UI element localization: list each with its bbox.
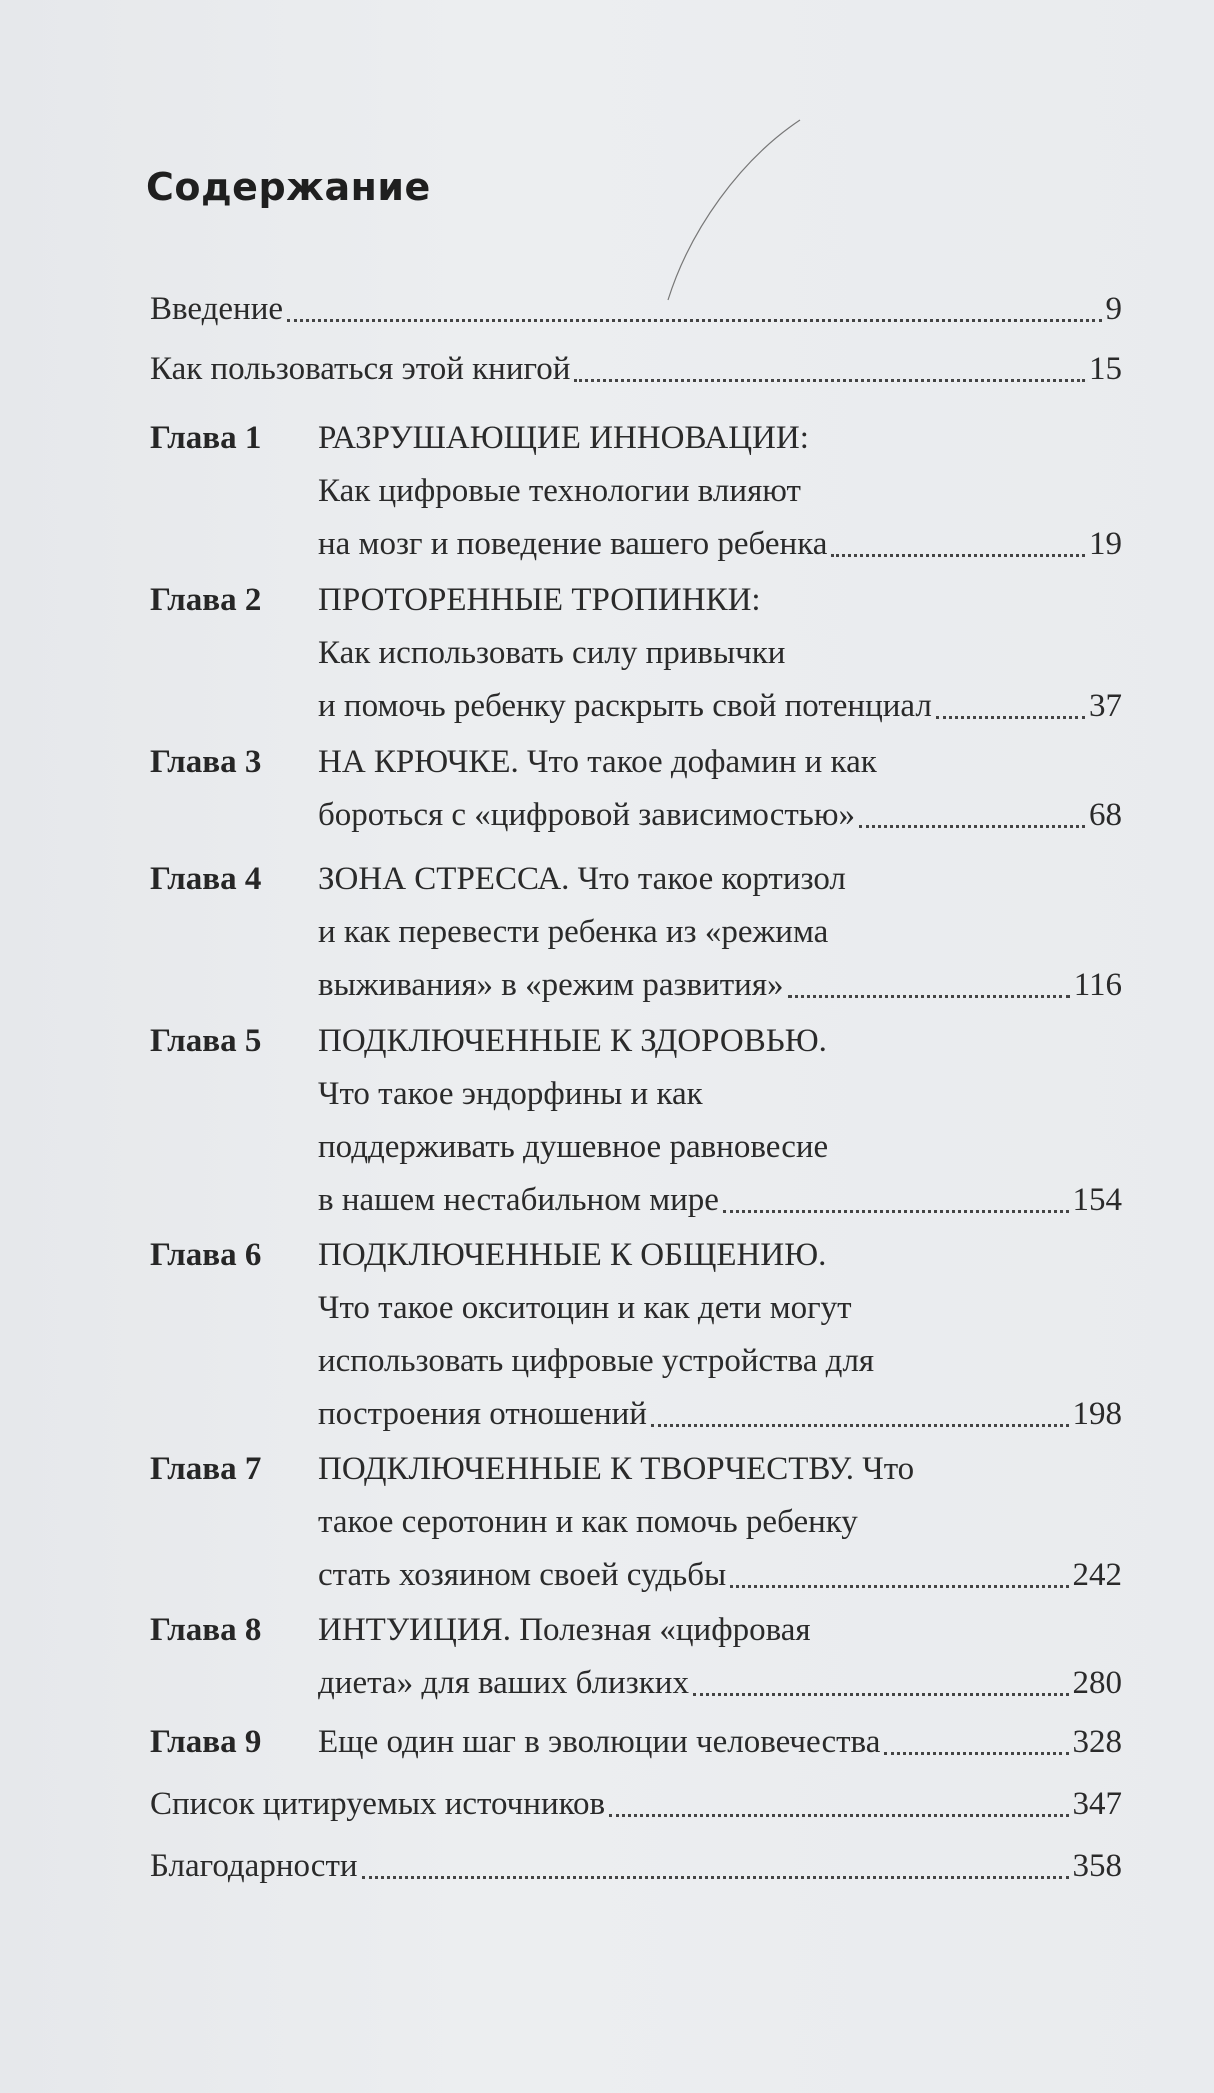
entry-title-line: НА КРЮЧКЕ. Что такое дофамин и как — [318, 744, 877, 780]
entry-title-line: и помочь ребенку раскрыть свой потенциал — [318, 688, 932, 724]
dot-leader — [362, 1875, 1069, 1879]
entry-title-line: ИНТУИЦИЯ. Полезная «цифровая — [318, 1612, 811, 1648]
toc-entry — [150, 1015, 1122, 1218]
entry-title-line: ПОДКЛЮЧЕННЫЕ К ЗДОРОВЬЮ. — [318, 1023, 827, 1059]
chapter-label: Глава 4 — [150, 861, 262, 897]
toc-entry — [150, 1716, 1122, 1769]
page-number: 242 — [1072, 1557, 1122, 1593]
entry-title-line: Как цифровые технологии влияют — [318, 473, 801, 509]
chapter-label: Глава 3 — [150, 744, 262, 780]
dot-leader — [723, 1209, 1069, 1213]
entry-title-line: диета» для ваших близких — [318, 1665, 689, 1701]
entry-title-line: бороться с «цифровой зависимостью» — [318, 797, 855, 833]
entry-title-line: Что такое окситоцин и как дети могут — [318, 1290, 852, 1326]
toc-entry — [150, 853, 1122, 1003]
entry-title-line: Как использовать силу привычки — [318, 635, 786, 671]
entry-title-line: такое серотонин и как помочь ребенку — [318, 1504, 858, 1540]
entry-title-line: Еще один шаг в эволюции человечества — [318, 1724, 881, 1760]
toc-entry — [150, 736, 1122, 833]
page-number: 19 — [1089, 526, 1122, 562]
page-number: 15 — [1089, 351, 1122, 387]
dot-leader — [574, 378, 1085, 382]
entry-title-line: и как перевести ребенка из «режима — [318, 914, 829, 950]
dot-leader — [693, 1692, 1069, 1696]
entry-title-line: ЗОНА СТРЕССА. Что такое кортизол — [318, 861, 846, 897]
chapter-label: Глава 9 — [150, 1724, 262, 1760]
entry-title-line: Что такое эндорфины и как — [318, 1076, 703, 1112]
page-number: 37 — [1089, 688, 1122, 724]
toc-entry — [150, 412, 1122, 562]
toc-entry — [150, 574, 1122, 724]
entry-title-line: РАЗРУШАЮЩИЕ ИННОВАЦИИ: — [318, 420, 809, 456]
toc-entry — [150, 1229, 1122, 1432]
page-number: 358 — [1072, 1848, 1122, 1884]
dot-leader — [788, 994, 1070, 998]
dot-leader — [884, 1751, 1068, 1755]
entry-title-line: использовать цифровые устройства для — [318, 1343, 875, 1379]
dot-leader — [609, 1813, 1068, 1817]
entry-title-line: ПОДКЛЮЧЕННЫЕ К ОБЩЕНИЮ. — [318, 1237, 827, 1273]
chapter-label: Глава 1 — [150, 420, 262, 456]
entry-title-line: построения отношений — [318, 1396, 647, 1432]
page-number: 198 — [1072, 1396, 1122, 1432]
chapter-label: Глава 6 — [150, 1237, 262, 1273]
toc-entry — [150, 1604, 1122, 1701]
entry-title-line: на мозг и поведение вашего ребенка — [318, 526, 828, 562]
page-number: 116 — [1073, 967, 1122, 1003]
dot-leader — [651, 1423, 1069, 1427]
chapter-label: Глава 8 — [150, 1612, 262, 1648]
entry-title-line: ПРОТОРЕННЫЕ ТРОПИНКИ: — [318, 582, 761, 618]
page-number: 154 — [1072, 1182, 1122, 1218]
entry-title-line: Как пользоваться этой книгой — [150, 351, 571, 387]
page-number: 328 — [1072, 1724, 1122, 1760]
dot-leader — [831, 553, 1085, 557]
chapter-label: Глава 5 — [150, 1023, 262, 1059]
dot-leader — [730, 1584, 1068, 1588]
entry-title-line: стать хозяином своей судьбы — [318, 1557, 727, 1593]
page-number: 347 — [1072, 1786, 1122, 1822]
dot-leader — [287, 318, 1101, 322]
chapter-label: Глава 2 — [150, 582, 262, 618]
entry-title-line: выживания» в «режим развития» — [318, 967, 784, 1003]
toc-entry — [150, 1443, 1122, 1593]
page-number: 9 — [1105, 291, 1122, 327]
chapter-label: Глава 7 — [150, 1451, 262, 1487]
toc-heading: Содержание — [146, 165, 431, 209]
dot-leader — [859, 824, 1085, 828]
entry-title-line: Благодарности — [150, 1848, 358, 1884]
entry-title-line: ПОДКЛЮЧЕННЫЕ К ТВОРЧЕСТВУ. Что — [318, 1451, 915, 1487]
entry-title-line: в нашем нестабильном мире — [318, 1182, 719, 1218]
page-number: 280 — [1072, 1665, 1122, 1701]
dot-leader — [936, 715, 1085, 719]
entry-title-line: Список цитируемых источников — [150, 1786, 606, 1822]
entry-title-line: Введение — [150, 291, 284, 327]
page-number: 68 — [1089, 797, 1122, 833]
entry-title-line: поддерживать душевное равновесие — [318, 1129, 829, 1165]
